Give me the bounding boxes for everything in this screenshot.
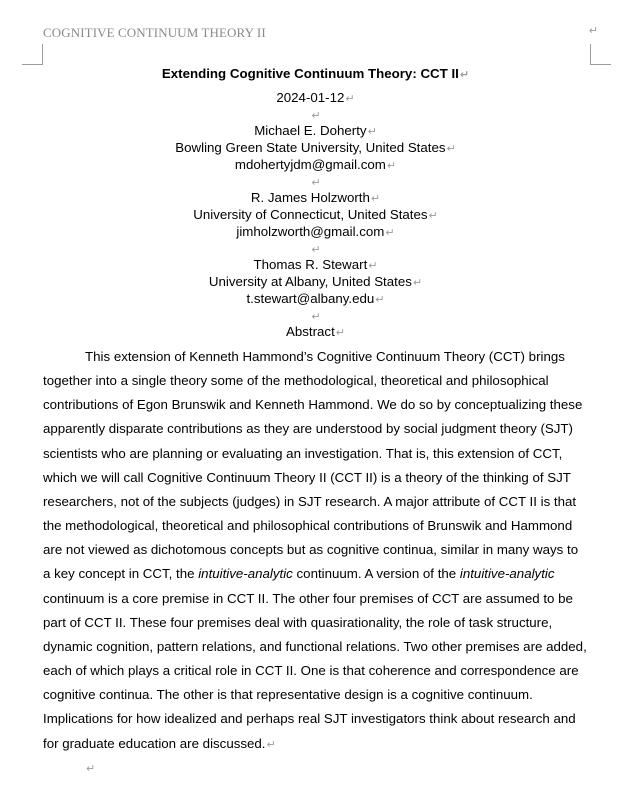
author-affiliation: Bowling Green State University, United States↵	[175, 140, 456, 155]
margin-crop-mark-right	[590, 44, 611, 65]
author-name: Thomas R. Stewart↵	[253, 257, 378, 272]
document-body[interactable]	[43, 64, 588, 780]
paragraph-mark-icon: ↵	[459, 69, 470, 81]
abstract-italic-term: intuitive-analytic	[459, 566, 555, 582]
abstract-italic-term: intuitive-analytic	[198, 566, 293, 582]
paragraph-mark-icon: ↵	[266, 738, 276, 751]
empty-paragraph	[43, 107, 588, 123]
paragraph-mark-icon: ↵	[311, 110, 321, 122]
author-affiliation: University of Connecticut, United States↵	[193, 207, 438, 222]
empty-paragraph	[43, 241, 588, 257]
running-head: COGNITIVE CONTINUUM THEORY II	[43, 25, 266, 40]
paragraph-mark-icon: ↵	[367, 126, 377, 138]
author-email: mdohertyjdm@gmail.com↵	[234, 157, 397, 172]
abstract-text: This extension of Kenneth Hammond’s Cognitive Continuum Theory (CCT) brings together into a single theory some of the methodological, theoretical and philosophical contributions of Egon Brunswik and Kenneth Hammond. We do so by conceptualizing these apparently disparate contributions as they are understood by social judgment theory (SJT) scientists who are planning or evaluating an investigation. That is, this extension of CCT, which we will call Cognitive Continuum Theory II (CCT II) is a theory of the thinking of SJT researchers, not of the subjects (judges) in SJT research. A major attribute of CCT II is that the methodological, theoretical and philosophical contributions of Brunswik and Hammond are not viewed as dichotomous concepts but as cognitive continua, similar in many ways to a key concept in CCT, the intuitive-analytic continuum. A version of the intuitive-analytic continuum is a core premise in CCT II. The other four premises of CCT are assumed to be part of CCT II. These four premises deal with quasirationality, the role of task structure, dynamic cognition, pattern relations, and functional relations. Two other premises are added, each of which plays a critical role in CCT II. One is that coherence and correspondence are cognitive continua. The other is that representative design is a cognitive continuum. Implications for how idealized and perhaps real SJT investigators think about research and for graduate education are discussed.↵	[43, 349, 587, 751]
paragraph-mark-icon: ↵	[370, 193, 381, 205]
paragraph-mark-icon: ↵	[588, 25, 598, 37]
paragraph-mark-icon: ↵	[311, 311, 321, 323]
author-affiliation: University at Albany, United States↵	[208, 274, 423, 289]
margin-crop-mark-left	[22, 44, 43, 65]
abstract-heading: Abstract↵	[286, 324, 345, 339]
empty-paragraph	[43, 308, 588, 324]
author-name: Michael E. Doherty↵	[254, 123, 377, 138]
empty-paragraph	[43, 174, 588, 190]
paragraph-mark-icon: ↵	[412, 277, 423, 289]
author-name: R. James Holzworth↵	[250, 190, 381, 205]
paragraph-mark-icon: ↵	[446, 143, 456, 155]
document-title: Extending Cognitive Continuum Theory: CCT II↵	[161, 66, 470, 81]
author-email: jimholzworth@gmail.com↵	[236, 224, 395, 239]
document-date: 2024-01-12↵	[276, 90, 355, 105]
paragraph-mark-icon: ↵	[385, 227, 395, 239]
paragraph-mark-icon: ↵	[428, 210, 438, 222]
empty-paragraph	[43, 757, 588, 780]
paragraph-mark-icon: ↵	[386, 160, 397, 172]
paragraph-mark-icon: ↵	[311, 177, 321, 189]
paragraph-mark-icon: ↵	[368, 260, 378, 272]
author-email: t.stewart@albany.edu↵	[246, 291, 385, 306]
paragraph-mark-icon: ↵	[375, 294, 385, 306]
paragraph-mark-icon: ↵	[335, 327, 345, 339]
paragraph-mark-icon: ↵	[86, 762, 96, 775]
paragraph-mark-icon: ↵	[311, 244, 321, 256]
paragraph-mark-icon: ↵	[345, 93, 355, 105]
